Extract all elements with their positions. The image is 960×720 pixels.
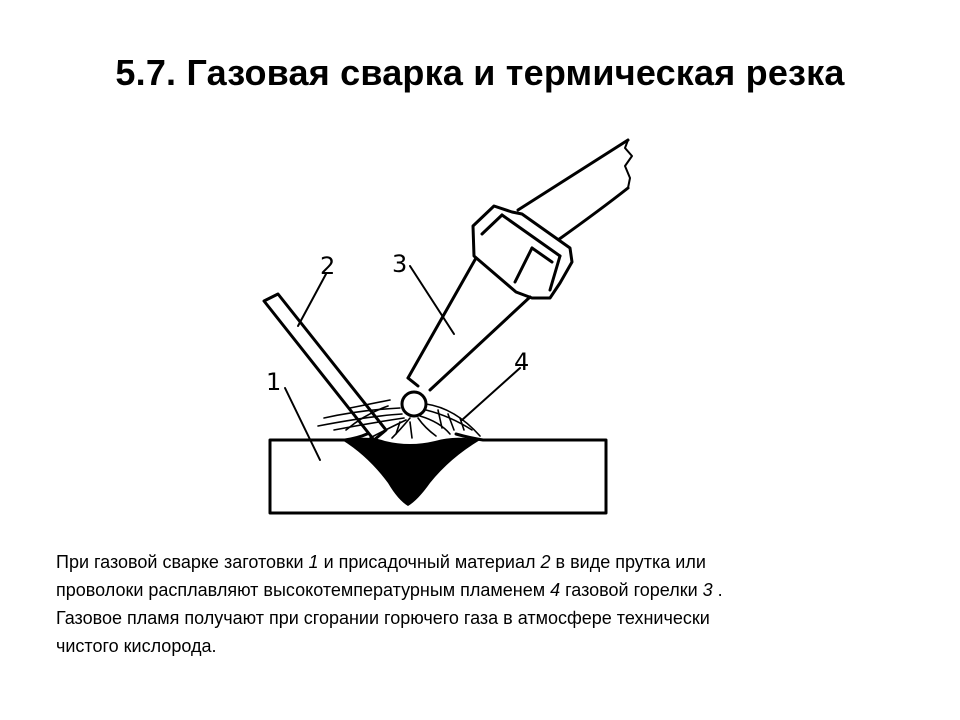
weld-pool [342, 438, 480, 506]
description-line-4: чистого кислорода. [56, 636, 217, 656]
leader-1 [285, 388, 320, 460]
leader-3 [410, 266, 454, 334]
description-line-1: При газовой сварке заготовки 1 и присадочный материал 2 в виде прутка или [56, 552, 706, 572]
callout-1: 1 [266, 368, 282, 396]
callout-4: 4 [514, 348, 530, 376]
torch-tip [402, 392, 426, 416]
callout-2: 2 [320, 252, 336, 280]
torch-nut [473, 206, 572, 298]
description-line-3: Газовое пламя получают при сгорании горючего газа в атмосфере технически [56, 608, 710, 628]
leader-4 [462, 368, 520, 420]
flame [318, 400, 480, 438]
gas-welding-diagram [250, 138, 650, 518]
leader-2 [298, 274, 326, 326]
callout-3: 3 [392, 250, 408, 278]
description-line-2: проволоки расплавляют высокотемпературным пламенем 4 газовой горелки 3 . [56, 580, 723, 600]
description-text [56, 548, 916, 660]
slide-title: 5.7. Газовая сварка и термическая резка [115, 52, 845, 93]
